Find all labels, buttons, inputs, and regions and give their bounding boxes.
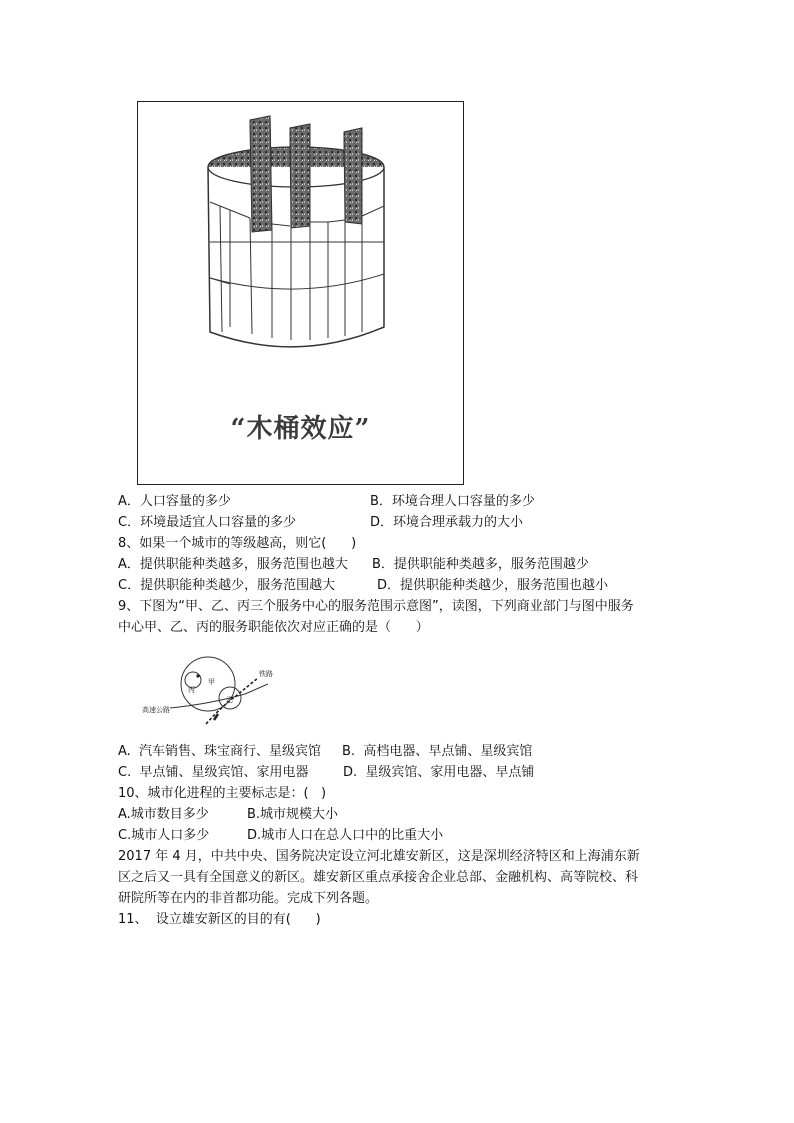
q7-option-b: B．环境合理人口容量的多少 bbox=[370, 494, 535, 509]
q8-stem: 8、如果一个城市的等级越高，则它( ) bbox=[118, 536, 357, 551]
passage-line3: 研院所等在内的非首都功能。完成下列各题。 bbox=[118, 891, 379, 906]
wooden-bucket-figure bbox=[137, 101, 464, 485]
q9-stem-line2: 中心甲、乙、丙的服务职能依次对应正确的是（ ） bbox=[118, 620, 429, 635]
q8-option-c: C．提供职能种类越少，服务范围越大 bbox=[118, 578, 336, 593]
center-yi-label: 乙 bbox=[226, 696, 233, 704]
passage-line1: 2017 年 4 月，中共中央、国务院决定设立河北雄安新区，这是深圳经济特区和上海浦东新 bbox=[118, 849, 640, 864]
q9-option-b: B. 高档电器、早点铺、星级宾馆 bbox=[342, 744, 533, 759]
q9-option-a: A. 汽车销售、珠宝商行、星级宾馆 bbox=[118, 744, 322, 759]
q7-option-d: D．环境合理承载力的大小 bbox=[370, 515, 524, 530]
q10-option-a: A.城市数目多少 bbox=[118, 807, 209, 822]
passage-line2: 区之后又一具有全国意义的新区。雄安新区重点承接舍企业总部、金融机构、高等院校、科 bbox=[118, 870, 639, 885]
q9-stem-line1: 9、下图为“甲、乙、丙三个服务中心的服务范围示意图”，读图，下列商业部门与图中服务 bbox=[118, 599, 634, 614]
center-jia-label: 甲 bbox=[208, 678, 215, 686]
q7-option-a: A．人口容量的多少 bbox=[118, 494, 231, 509]
q8-option-a: A．提供职能种类越多，服务范围也越大 bbox=[118, 557, 348, 572]
road-label: 高速公路 bbox=[142, 706, 170, 714]
q8-option-d: D．提供职能种类越少，服务范围也越小 bbox=[377, 578, 609, 593]
q10-option-d: D.城市人口在总人口中的比重大小 bbox=[247, 828, 444, 843]
q10-option-c: C.城市人口多少 bbox=[118, 828, 210, 843]
service-range-diagram bbox=[140, 654, 280, 726]
service-center-figure bbox=[140, 654, 280, 726]
figure-caption: “木桶效应” bbox=[230, 414, 371, 444]
rail-label: 铁路 bbox=[259, 670, 273, 678]
q9-option-d: D. 星级宾馆、家用电器、早点铺 bbox=[343, 765, 535, 780]
q10-stem: 10、城市化进程的主要标志是：( ) bbox=[118, 786, 327, 801]
q11-stem: 11、 设立雄安新区的目的有( ) bbox=[118, 912, 321, 927]
center-bing-label: 丙 bbox=[188, 686, 195, 694]
q9-option-c: C. 早点铺、星级宾馆、家用电器 bbox=[118, 765, 309, 780]
q8-option-b: B．提供职能种类越多，服务范围越少 bbox=[372, 557, 589, 572]
q10-option-b: B.城市规模大小 bbox=[247, 807, 339, 822]
q7-option-c: C．环境最适宜人口容量的多少 bbox=[118, 515, 297, 530]
